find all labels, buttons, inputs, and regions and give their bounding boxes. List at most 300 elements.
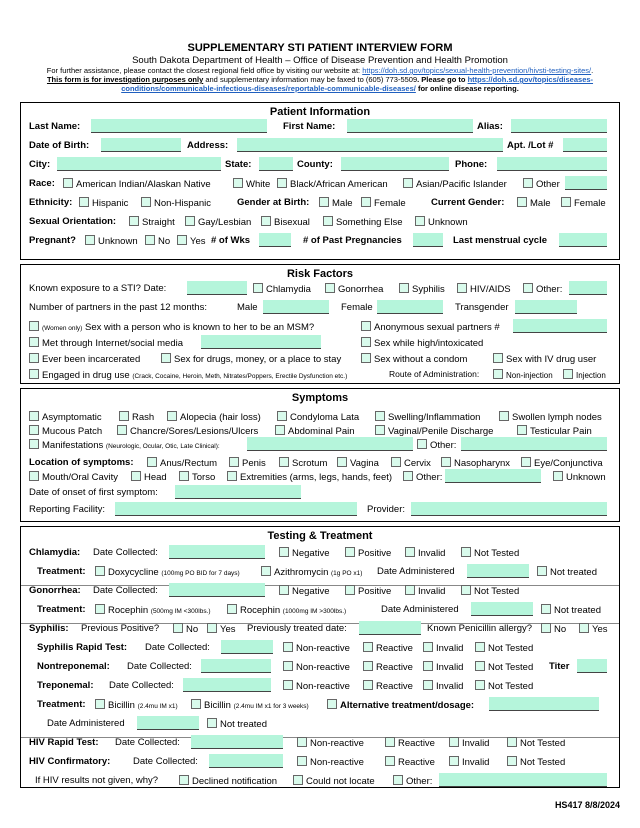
checkbox[interactable] [363, 642, 373, 652]
not-treated-option[interactable]: Not treated [537, 566, 597, 578]
checkbox[interactable] [541, 623, 551, 633]
current-gender-option[interactable]: Male [517, 197, 551, 209]
checkbox[interactable] [423, 661, 433, 671]
checkbox[interactable] [293, 775, 303, 785]
exposure-option[interactable]: Syphilis [399, 283, 445, 295]
exposure-option[interactable]: Gonorrhea [325, 283, 383, 295]
yes-no-option[interactable]: Yes [579, 623, 608, 635]
male-label: Male [237, 302, 258, 313]
checkbox[interactable] [79, 197, 89, 207]
treatment-label: Treatment: [37, 566, 86, 577]
high-option[interactable]: Sex while high/intoxicated [361, 337, 483, 349]
yes-no-option[interactable]: Yes [207, 623, 236, 635]
result-option[interactable]: Negative [279, 547, 330, 559]
chlamydia-label: Chlamydia: [29, 547, 81, 558]
checkbox[interactable] [277, 411, 287, 421]
orientation-option[interactable]: Something Else [323, 216, 403, 228]
result-option[interactable]: Not Tested [475, 642, 533, 654]
titer-label: Titer [549, 661, 570, 672]
not-treated-option[interactable]: Not treated [207, 718, 267, 730]
pregnant-option[interactable]: No [145, 235, 170, 247]
checkbox[interactable] [405, 585, 415, 595]
iv-option[interactable]: Sex with IV drug user [493, 353, 596, 365]
checkbox[interactable] [63, 178, 73, 188]
hiv-confirm-date-field[interactable] [209, 754, 283, 768]
checkbox[interactable] [227, 604, 237, 614]
location-option[interactable]: Cervix [391, 457, 431, 469]
checkbox[interactable] [385, 756, 395, 766]
checkbox[interactable] [493, 369, 503, 379]
gender-birth-label: Gender at Birth: [237, 197, 310, 208]
orientation-option[interactable]: Straight [129, 216, 175, 228]
checkbox[interactable] [167, 411, 177, 421]
titer-field[interactable] [577, 659, 607, 673]
checkbox[interactable] [507, 737, 517, 747]
ethnicity-option[interactable]: Hispanic [79, 197, 128, 209]
checkbox[interactable] [457, 283, 467, 293]
checkbox[interactable] [173, 623, 183, 633]
checkbox[interactable] [475, 642, 485, 652]
result-option[interactable]: Invalid [405, 585, 445, 597]
weeks-field[interactable] [259, 233, 291, 247]
checkbox[interactable] [95, 604, 105, 614]
route-option[interactable]: Injection [563, 369, 606, 380]
azithromycin-option[interactable]: Azithromycin (1g PO x1) [261, 566, 362, 578]
checkbox[interactable] [177, 235, 187, 245]
result-option[interactable]: Not Tested [475, 680, 533, 692]
checkbox[interactable] [405, 547, 415, 557]
nontrep-date-field[interactable] [201, 659, 271, 673]
checkbox[interactable] [297, 756, 307, 766]
checkbox[interactable] [403, 178, 413, 188]
checkbox[interactable] [283, 661, 293, 671]
facility-field[interactable] [115, 502, 357, 516]
location-option[interactable]: Anus/Rectum [147, 457, 217, 469]
partners-label: Number of partners in the past 12 months: [29, 302, 207, 313]
rocephin-option[interactable]: Rocephin (1000mg IM >300lbs.) [227, 604, 346, 616]
result-option[interactable]: Invalid [449, 756, 489, 768]
symptom-option[interactable]: Mucous Patch [29, 425, 102, 437]
syphilis-rapid-label: Syphilis Rapid Test: [37, 642, 128, 653]
manifestations-field[interactable] [247, 437, 413, 451]
orientation-option[interactable]: Bisexual [261, 216, 310, 228]
checkbox[interactable] [507, 756, 517, 766]
result-option[interactable]: Not Tested [461, 547, 519, 559]
result-option[interactable]: Invalid [423, 680, 463, 692]
checkbox[interactable] [319, 197, 329, 207]
manifestations-option[interactable]: Manifestations (Neurologic, Ocular, Otic, Late Clinical): [29, 439, 220, 451]
checkbox[interactable] [499, 411, 509, 421]
yes-no-option[interactable]: No [173, 623, 198, 635]
symptom-option[interactable]: Chancre/Sores/Lesions/Ulcers [117, 425, 258, 437]
treatment-label: Treatment: [37, 604, 86, 615]
alternative-field[interactable] [489, 697, 599, 711]
checkbox[interactable] [119, 411, 129, 421]
date-collected-label: Date Collected: [127, 661, 192, 672]
form-header [0, 0, 640, 93]
first-name-label: First Name: [283, 121, 336, 132]
county-field[interactable] [341, 157, 449, 171]
result-option[interactable]: Non-reactive [297, 756, 364, 768]
bicillin-option[interactable]: Bicillin (2.4mu IM x1 for 3 weeks) [191, 699, 309, 711]
checkbox[interactable] [449, 756, 459, 766]
checkbox[interactable] [283, 642, 293, 652]
syphilis-admin-date-field[interactable] [137, 716, 199, 730]
checkbox[interactable] [363, 680, 373, 690]
drugs-money-option[interactable]: Sex for drugs, money, or a place to stay [161, 353, 341, 365]
rapid-date-field[interactable] [221, 640, 273, 654]
testing-sites-link[interactable]: https://doh.sd.gov/topics/sexual-health-prevention/hivsti-testing-sites/ [362, 66, 592, 75]
dob-field[interactable] [101, 138, 181, 152]
gonorrhea-label: Gonorrhea: [29, 585, 81, 596]
result-option[interactable]: Non-reactive [297, 737, 364, 749]
result-option[interactable]: Invalid [423, 642, 463, 654]
gonorrhea-date-field[interactable] [169, 583, 265, 597]
last-name-field[interactable] [91, 119, 267, 133]
result-option[interactable]: Invalid [449, 737, 489, 749]
result-option[interactable]: Non-reactive [283, 680, 350, 692]
checkbox[interactable] [523, 283, 533, 293]
checkbox[interactable] [161, 353, 171, 363]
checkbox[interactable] [323, 216, 333, 226]
alternative-option[interactable]: Alternative treatment/dosage: [327, 699, 474, 711]
drug-use-option[interactable]: Engaged in drug use (Crack, Cocaine, Heroin, Meth, Nitrates/Poppers, Erectile Dysfunction etc.) [29, 369, 347, 381]
checkbox[interactable] [253, 283, 263, 293]
checkbox[interactable] [399, 283, 409, 293]
location-option[interactable]: Mouth/Oral Cavity [29, 471, 118, 483]
race-label: Race: [29, 178, 55, 189]
checkbox[interactable] [423, 680, 433, 690]
section-title: Risk Factors [286, 268, 354, 280]
checkbox[interactable] [523, 178, 533, 188]
symptom-option[interactable]: Asymptomatic [29, 411, 102, 423]
checkbox[interactable] [29, 425, 39, 435]
checkbox[interactable] [275, 425, 285, 435]
phone-field[interactable] [497, 157, 607, 171]
race-option[interactable]: Other [523, 178, 560, 190]
incarcerated-option[interactable]: Ever been incarcerated [29, 353, 140, 365]
checkbox[interactable] [449, 737, 459, 747]
provider-field[interactable] [411, 502, 607, 516]
yes-no-option[interactable]: No [541, 623, 566, 635]
previously-treated-field[interactable] [359, 621, 421, 635]
symptom-option[interactable]: Condyloma Lata [277, 411, 359, 423]
checkbox[interactable] [553, 471, 563, 481]
anonymous-count-field[interactable] [513, 319, 607, 333]
transgender-partners-field[interactable] [515, 300, 577, 314]
race-option[interactable]: White [233, 178, 270, 190]
checkbox[interactable] [541, 604, 551, 614]
checkbox[interactable] [277, 178, 287, 188]
date-collected-label: Date Collected: [115, 737, 180, 748]
race-option[interactable]: Asian/Pacific Islander [403, 178, 507, 190]
result-option[interactable]: Reactive [363, 661, 413, 673]
location-option[interactable]: Extremities (arms, legs, hands, feet) [227, 471, 392, 483]
why-option[interactable]: Other: [393, 775, 432, 787]
result-option[interactable]: Positive [345, 547, 391, 559]
manifestations-other-option[interactable]: Other: [417, 439, 456, 451]
symptom-option[interactable]: Alopecia (hair loss) [167, 411, 261, 423]
not-treated-option[interactable]: Not treated [541, 604, 601, 616]
checkbox[interactable] [345, 585, 355, 595]
city-label: City: [29, 159, 51, 170]
checkbox[interactable] [95, 566, 105, 576]
checkbox[interactable] [179, 471, 189, 481]
checkbox[interactable] [375, 425, 385, 435]
result-option[interactable]: Not Tested [507, 756, 565, 768]
checkbox[interactable] [361, 337, 371, 347]
assist-line: For further assistance, please contact the closest regional field office by visiting our website at: https://doh.sd.gov/topics/sexual-health-prevention/hivsti-testing-sites/. [46, 66, 594, 75]
location-option[interactable]: Vagina [337, 457, 379, 469]
checkbox[interactable] [517, 197, 527, 207]
checkbox[interactable] [207, 718, 217, 728]
state-field[interactable] [259, 157, 293, 171]
checkbox[interactable] [493, 353, 503, 363]
symptom-option[interactable]: Abdominal Pain [275, 425, 355, 437]
bicillin-option[interactable]: Bicillin (2.4mu IM x1) [95, 699, 178, 711]
result-option[interactable]: Non-reactive [283, 661, 350, 673]
female-partners-field[interactable] [377, 300, 443, 314]
checkbox[interactable] [279, 457, 289, 467]
checkbox[interactable] [29, 337, 39, 347]
checkbox[interactable] [261, 216, 271, 226]
result-option[interactable]: Not Tested [475, 661, 533, 673]
facility-label: Reporting Facility: [29, 504, 106, 515]
department-name: South Dakota Department of Health – Office of Disease Prevention and Health Promotion [132, 55, 508, 66]
why-other-field[interactable] [439, 773, 607, 787]
investigation-notice: This form is for investigation purposes only and supplementary information may be faxed to (605) 773-5509. Please go to https://doh.sd.gov/topics/diseases-conditions/communicable-infectious-diseases/reportable-communicable-diseases/ for online disease reporting. [46, 75, 594, 93]
county-label: County: [297, 159, 333, 170]
race-option[interactable]: Black/African American [277, 178, 388, 190]
checkbox[interactable] [283, 680, 293, 690]
checkbox[interactable] [279, 585, 289, 595]
checkbox[interactable] [279, 547, 289, 557]
checkbox[interactable] [361, 197, 371, 207]
address-field[interactable] [237, 138, 503, 152]
chlamydia-admin-date-field[interactable] [467, 564, 529, 578]
checkbox[interactable] [461, 585, 471, 595]
trep-date-field[interactable] [183, 678, 271, 692]
checkbox[interactable] [29, 321, 39, 331]
checkbox[interactable] [361, 321, 371, 331]
location-other-field[interactable] [445, 469, 541, 483]
checkbox[interactable] [579, 623, 589, 633]
orientation-label: Sexual Orientation: [29, 216, 117, 227]
date-collected-label: Date Collected: [145, 642, 210, 653]
lmp-field[interactable] [559, 233, 607, 247]
result-option[interactable]: Non-reactive [283, 642, 350, 654]
rocephin-option[interactable]: Rocephin (500mg IM <300lbs.) [95, 604, 211, 616]
patient-information-section [20, 102, 620, 260]
why-option[interactable]: Declined notification [179, 775, 277, 787]
form-code: HS417 8/8/2024 [554, 800, 620, 810]
location-option[interactable]: Head [131, 471, 167, 483]
checkbox[interactable] [441, 457, 451, 467]
first-name-field[interactable] [347, 119, 473, 133]
male-partners-field[interactable] [263, 300, 329, 314]
chlamydia-date-field[interactable] [169, 545, 265, 559]
internet-field[interactable] [201, 335, 321, 349]
gonorrhea-admin-date-field[interactable] [471, 602, 533, 616]
symptom-option[interactable]: Testicular Pain [517, 425, 592, 437]
checkbox[interactable] [345, 547, 355, 557]
city-field[interactable] [57, 157, 221, 171]
checkbox[interactable] [415, 216, 425, 226]
result-option[interactable]: Not Tested [507, 737, 565, 749]
checkbox[interactable] [85, 235, 95, 245]
checkbox[interactable] [117, 425, 127, 435]
result-option[interactable]: Reactive [385, 737, 435, 749]
checkbox[interactable] [517, 425, 527, 435]
exposure-date-field[interactable] [187, 281, 247, 295]
syphilis-label: Syphilis: [29, 623, 69, 634]
location-option[interactable]: Penis [229, 457, 266, 469]
checkbox[interactable] [261, 566, 271, 576]
result-option[interactable]: Positive [345, 585, 391, 597]
current-gender-option[interactable]: Female [561, 197, 606, 209]
checkbox[interactable] [145, 235, 155, 245]
apt-field[interactable] [563, 138, 607, 152]
symptom-option[interactable]: Swollen lymph nodes [499, 411, 602, 423]
checkbox[interactable] [337, 457, 347, 467]
no-condom-option[interactable]: Sex without a condom [361, 353, 467, 365]
checkbox[interactable] [129, 216, 139, 226]
checkbox[interactable] [29, 439, 39, 449]
route-option[interactable]: Non-injection [493, 369, 553, 380]
section-title: Patient Information [269, 106, 371, 118]
location-option[interactable]: Unknown [553, 471, 606, 483]
transgender-label: Transgender [455, 302, 509, 313]
checkbox[interactable] [233, 178, 243, 188]
orientation-option[interactable]: Unknown [415, 216, 468, 228]
exposure-option[interactable]: HIV/AIDS [457, 283, 511, 295]
anonymous-option[interactable]: Anonymous sexual partners # [361, 321, 500, 333]
location-option[interactable]: Scrotum [279, 457, 327, 469]
location-label: Location of symptoms: [29, 457, 134, 468]
checkbox[interactable] [403, 471, 413, 481]
route-label: Route of Administration: [389, 369, 480, 379]
checkbox[interactable] [29, 369, 39, 379]
checkbox[interactable] [29, 411, 39, 421]
checkbox[interactable] [227, 471, 237, 481]
checkbox[interactable] [141, 197, 151, 207]
treatment-label: Treatment: [37, 699, 86, 710]
race-other-field[interactable] [565, 176, 607, 190]
location-option[interactable]: Other: [403, 471, 442, 483]
symptom-option[interactable]: Rash [119, 411, 154, 423]
dob-label: Date of Birth: [29, 140, 90, 151]
checkbox[interactable] [95, 699, 105, 709]
checkbox[interactable] [29, 471, 39, 481]
exposure-option[interactable]: Other: [523, 283, 562, 295]
hiv-rapid-date-field[interactable] [191, 735, 283, 749]
hiv-confirm-label: HIV Confirmatory: [29, 756, 111, 767]
result-option[interactable]: Reactive [363, 642, 413, 654]
reporting-link[interactable]: https://doh.sd.gov/topics/diseases-conditions/communicable-infectious-diseases/reportable-communicable-diseases/ [121, 75, 594, 93]
result-option[interactable]: Reactive [363, 680, 413, 692]
msm-option[interactable]: (Women only) Sex with a person who is known to her to be an MSM? [29, 321, 314, 333]
checkbox[interactable] [521, 457, 531, 467]
checkbox[interactable] [393, 775, 403, 785]
exposure-other-field[interactable] [569, 281, 607, 295]
location-option[interactable]: Torso [179, 471, 215, 483]
past-pregnancies-field[interactable] [413, 233, 443, 247]
checkbox[interactable] [461, 547, 471, 557]
gender-birth-option[interactable]: Male [319, 197, 353, 209]
checkbox[interactable] [327, 699, 337, 709]
checkbox[interactable] [147, 457, 157, 467]
checkbox[interactable] [537, 566, 547, 576]
internet-option[interactable]: Met through Internet/social media [29, 337, 183, 349]
gender-birth-option[interactable]: Female [361, 197, 406, 209]
checkbox[interactable] [131, 471, 141, 481]
date-administered-label: Date Administered [377, 566, 455, 577]
result-option[interactable]: Not Tested [461, 585, 519, 597]
location-option[interactable]: Eye/Conjunctiva [521, 457, 603, 469]
ethnicity-label: Ethnicity: [29, 197, 73, 208]
checkbox[interactable] [385, 737, 395, 747]
lmp-label: Last menstrual cycle [453, 235, 547, 246]
pregnant-option[interactable]: Yes [177, 235, 206, 247]
previously-treated-label: Previously treated date: [247, 623, 347, 634]
checkbox[interactable] [561, 197, 571, 207]
result-option[interactable]: Invalid [423, 661, 463, 673]
race-option[interactable]: American Indian/Alaskan Native [63, 178, 211, 190]
why-option[interactable]: Could not locate [293, 775, 375, 787]
checkbox[interactable] [475, 680, 485, 690]
checkbox[interactable] [191, 699, 201, 709]
checkbox[interactable] [29, 353, 39, 363]
checkbox[interactable] [563, 369, 573, 379]
checkbox[interactable] [207, 623, 217, 633]
female-label: Female [341, 302, 373, 313]
exposure-label: Known exposure to a STI? Date: [29, 283, 167, 294]
location-option[interactable]: Nasopharynx [441, 457, 510, 469]
current-gender-label: Current Gender: [431, 197, 505, 208]
checkbox[interactable] [391, 457, 401, 467]
checkbox[interactable] [423, 642, 433, 652]
result-option[interactable]: Invalid [405, 547, 445, 559]
checkbox[interactable] [185, 216, 195, 226]
result-option[interactable]: Negative [279, 585, 330, 597]
checkbox[interactable] [417, 439, 427, 449]
date-administered-label: Date Administered [47, 718, 125, 729]
exposure-option[interactable]: Chlamydia [253, 283, 311, 295]
pregnant-label: Pregnant? [29, 235, 76, 246]
onset-field[interactable] [175, 485, 301, 499]
checkbox[interactable] [325, 283, 335, 293]
alias-field[interactable] [511, 119, 607, 133]
orientation-option[interactable]: Gay/Lesbian [185, 216, 251, 228]
symptom-option[interactable]: Swelling/Inflammation [375, 411, 480, 423]
checkbox[interactable] [363, 661, 373, 671]
symptom-option[interactable]: Vaginal/Penile Discharge [375, 425, 493, 437]
checkbox[interactable] [375, 411, 385, 421]
manifestations-other-field[interactable] [461, 437, 607, 451]
checkbox[interactable] [475, 661, 485, 671]
ethnicity-option[interactable]: Non-Hispanic [141, 197, 211, 209]
checkbox[interactable] [297, 737, 307, 747]
alias-label: Alias: [477, 121, 503, 132]
checkbox[interactable] [229, 457, 239, 467]
doxycycline-option[interactable]: Doxycycline (100mg PO BID for 7 days) [95, 566, 240, 578]
checkbox[interactable] [361, 353, 371, 363]
result-option[interactable]: Reactive [385, 756, 435, 768]
hiv-rapid-label: HIV Rapid Test: [29, 737, 99, 748]
checkbox[interactable] [179, 775, 189, 785]
symptoms-section [20, 388, 620, 522]
pregnant-option[interactable]: Unknown [85, 235, 138, 247]
